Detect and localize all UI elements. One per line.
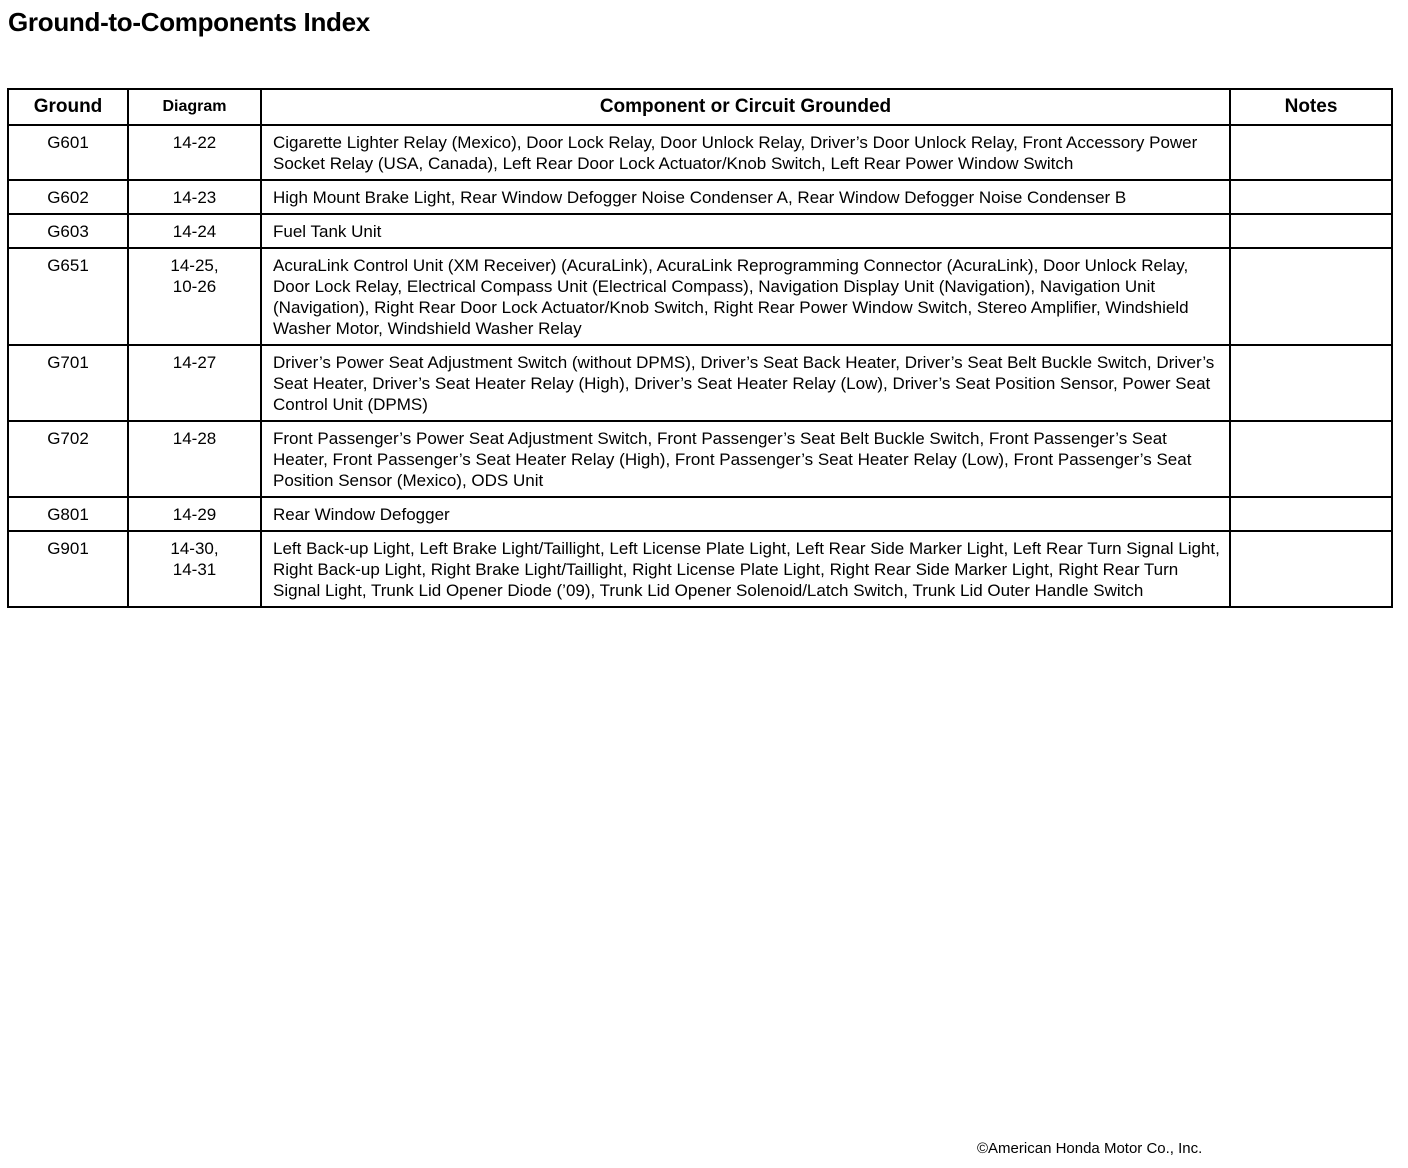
- table-row: [8, 214, 1392, 248]
- diagram-ref-cell: [128, 125, 261, 180]
- table-header-row: [8, 89, 1392, 125]
- diagram-ref: 14-22: [172, 133, 217, 152]
- column-header-component: Component or Circuit Grounded: [261, 89, 1230, 125]
- notes-cell: [1230, 531, 1392, 607]
- diagram-ref-cell: [128, 345, 261, 421]
- table-row: [8, 248, 1392, 345]
- notes-cell: [1230, 125, 1392, 180]
- diagram-ref-cell: [128, 497, 261, 531]
- table-row: [8, 125, 1392, 180]
- copyright-notice: ©American Honda Motor Co., Inc.: [977, 1140, 1203, 1157]
- component-list-cell: Driver’s Power Seat Adjustment Switch (without DPMS), Driver’s Seat Back Heater, Driver’s Seat Belt Buckle Switch, Driver’s Seat Heater, Driver’s Seat Heater Relay (High), Driver’s Seat Heater Relay (Low), Driver’s Seat Position Sensor, Power Seat Control Unit (DPMS): [261, 345, 1230, 421]
- column-header-ground: Ground: [8, 89, 128, 125]
- component-list-cell: High Mount Brake Light, Rear Window Defogger Noise Condenser A, Rear Window Defogger Noise Condenser B: [261, 180, 1230, 214]
- component-list-cell: AcuraLink Control Unit (XM Receiver) (AcuraLink), AcuraLink Reprogramming Connector (AcuraLink), Door Unlock Relay, Door Lock Relay, Electrical Compass Unit (Electrical Compass), Navigation Display Unit (Navigation), Navigation Unit (Navigation), Right Rear Door Lock Actuator/Knob Switch, Right Rear Power Window Switch, Stereo Amplifier, Windshield Washer Motor, Windshield Washer Relay: [261, 248, 1230, 345]
- diagram-ref: 14-29: [172, 505, 217, 524]
- ground-id-cell: G602: [8, 180, 128, 214]
- component-list-cell: Cigarette Lighter Relay (Mexico), Door Lock Relay, Door Unlock Relay, Driver’s Door Unlock Relay, Front Accessory Power Socket Relay (USA, Canada), Left Rear Door Lock Actuator/Knob Switch, Left Rear Power Window Switch: [261, 125, 1230, 180]
- component-list-cell: Front Passenger’s Power Seat Adjustment Switch, Front Passenger’s Seat Belt Buckle Switch, Front Passenger’s Seat Heater, Front Passenger’s Seat Heater Relay (High), Front Passenger’s Seat Heater Relay (Low), Front Passenger’s Seat Position Sensor (Mexico), ODS Unit: [261, 421, 1230, 497]
- diagram-ref: 14-23: [172, 188, 217, 207]
- column-header-notes: Notes: [1230, 89, 1392, 125]
- table-body: [8, 125, 1392, 607]
- table-row: [8, 345, 1392, 421]
- table-row: [8, 497, 1392, 531]
- column-header-diagram: Diagram: [128, 89, 261, 125]
- notes-cell: [1230, 497, 1392, 531]
- diagram-ref-cell: [128, 531, 261, 607]
- diagram-ref: 14-30,: [170, 539, 219, 558]
- ground-id-cell: G701: [8, 345, 128, 421]
- diagram-ref-cell: [128, 180, 261, 214]
- notes-cell: [1230, 421, 1392, 497]
- ground-id-cell: G651: [8, 248, 128, 345]
- ground-id-cell: G702: [8, 421, 128, 497]
- diagram-ref-cell: [128, 214, 261, 248]
- diagram-ref: 14-31: [172, 560, 217, 579]
- ground-index-table: [7, 88, 1393, 608]
- notes-cell: [1230, 214, 1392, 248]
- ground-id-cell: G801: [8, 497, 128, 531]
- diagram-ref: 14-25,: [170, 256, 219, 275]
- table-row: [8, 180, 1392, 214]
- ground-id-cell: G603: [8, 214, 128, 248]
- component-list-cell: Fuel Tank Unit: [261, 214, 1230, 248]
- notes-cell: [1230, 345, 1392, 421]
- diagram-ref: 14-28: [172, 429, 217, 448]
- table-row: [8, 421, 1392, 497]
- notes-cell: [1230, 248, 1392, 345]
- page-title: Ground-to-Components Index: [8, 7, 370, 37]
- diagram-ref: 14-27: [172, 353, 217, 372]
- table-row: [8, 531, 1392, 607]
- ground-id-cell: G601: [8, 125, 128, 180]
- notes-cell: [1230, 180, 1392, 214]
- component-list-cell: Left Back-up Light, Left Brake Light/Taillight, Left License Plate Light, Left Rear Side Marker Light, Left Rear Turn Signal Light, Right Back-up Light, Right Brake Light/Taillight, Right License Plate Light, Right Rear Side Marker Light, Right Rear Turn Signal Light, Trunk Lid Opener Diode (’09), Trunk Lid Opener Solenoid/Latch Switch, Trunk Lid Outer Handle Switch: [261, 531, 1230, 607]
- diagram-ref-cell: [128, 421, 261, 497]
- ground-id-cell: G901: [8, 531, 128, 607]
- component-list-cell: Rear Window Defogger: [261, 497, 1230, 531]
- diagram-ref-cell: [128, 248, 261, 345]
- diagram-ref: 10-26: [172, 277, 217, 296]
- diagram-ref: 14-24: [172, 222, 217, 241]
